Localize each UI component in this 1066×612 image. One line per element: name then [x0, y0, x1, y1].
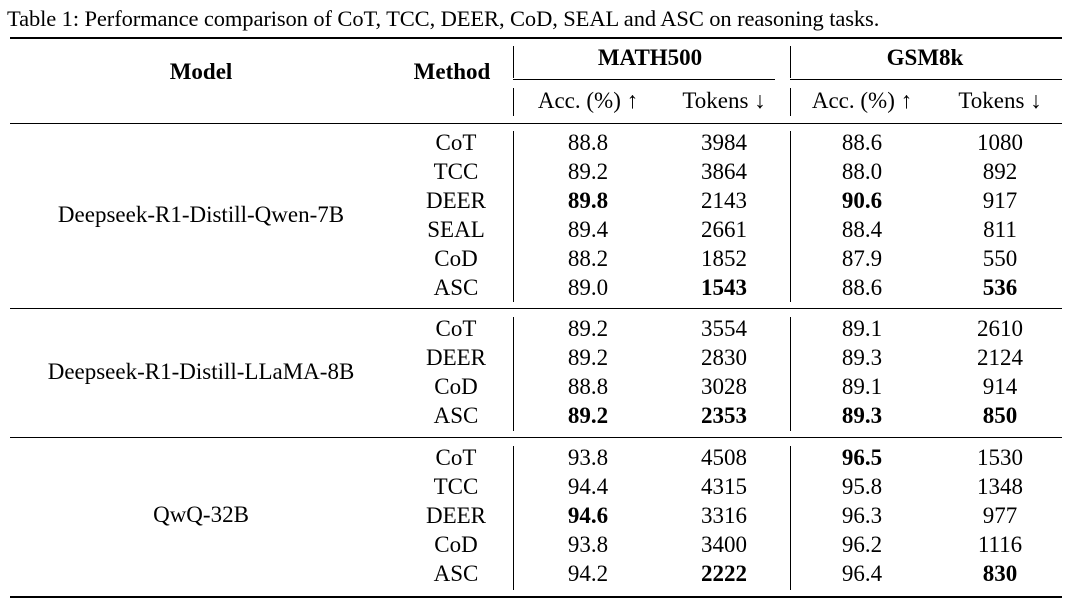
method-cell: ASC [433, 274, 479, 300]
method-cell: ASC [433, 560, 479, 586]
value-cell-gsm-acc: 88.4 [841, 216, 883, 242]
value-cell-math-acc: 89.2 [567, 158, 609, 184]
value-cell-gsm-tokens: 977 [982, 502, 1018, 528]
value-cell-gsm-acc: 88.6 [841, 130, 883, 155]
method-cell: SEAL [427, 216, 485, 242]
group3-vline-2 [790, 446, 791, 590]
value-cell-math-tokens: 3984 [701, 130, 747, 155]
group1-vline-2 [790, 131, 791, 302]
subheader-vline-2 [790, 88, 791, 116]
value-cell-math-tokens: 2830 [701, 344, 747, 370]
value-cell-math-tokens: 2661 [701, 216, 747, 242]
value-cell-gsm-acc: 96.5 [841, 445, 883, 470]
subheader-gsm-tokens: Tokens ↓ [958, 88, 1042, 113]
value-cell-math-tokens: 1543 [701, 274, 747, 300]
header-bottom-rule [10, 123, 1062, 124]
method-cell: DEER [425, 502, 487, 528]
value-cell-math-acc: 94.6 [567, 502, 609, 528]
method-cell: TCC [433, 473, 479, 499]
value-cell-math-acc: 89.2 [567, 402, 609, 428]
method-cell: CoD [434, 245, 478, 271]
method-cell: CoD [434, 373, 478, 399]
value-cell-math-tokens: 4508 [701, 445, 747, 470]
subheader-gsm-acc: Acc. (%) ↑ [811, 88, 913, 113]
subheader-vline-1 [513, 88, 514, 116]
value-cell-gsm-tokens: 1348 [977, 473, 1023, 499]
value-cell-gsm-tokens: 1116 [977, 531, 1023, 557]
value-cell-gsm-acc: 89.1 [841, 316, 883, 341]
cmidrule-math500 [513, 79, 775, 80]
value-cell-math-tokens: 4315 [701, 473, 747, 499]
header-model: Model [169, 59, 233, 84]
value-cell-gsm-acc: 89.1 [841, 373, 883, 399]
value-cell-gsm-acc: 90.6 [841, 187, 883, 213]
value-cell-gsm-acc: 88.6 [841, 274, 883, 300]
value-cell-math-tokens: 3028 [701, 373, 747, 399]
model-name: Deepseek-R1-Distill-LLaMA-8B [47, 358, 355, 384]
value-cell-gsm-tokens: 536 [982, 274, 1018, 300]
value-cell-gsm-tokens: 811 [983, 216, 1017, 242]
group2-vline-1 [513, 317, 514, 431]
group2-vline-2 [790, 317, 791, 431]
value-cell-gsm-acc: 88.0 [841, 158, 883, 184]
subheader-math-acc: Acc. (%) ↑ [537, 88, 639, 113]
value-cell-math-tokens: 3400 [701, 531, 747, 557]
value-cell-gsm-acc: 96.4 [841, 560, 883, 586]
method-cell: CoT [435, 316, 477, 341]
header-gsm8k: GSM8k [886, 45, 964, 70]
group2-rule [10, 437, 1062, 438]
group1-vline-1 [513, 131, 514, 302]
value-cell-math-acc: 94.4 [567, 473, 609, 499]
value-cell-gsm-acc: 96.2 [841, 531, 883, 557]
value-cell-math-tokens: 2143 [701, 187, 747, 213]
value-cell-math-tokens: 1852 [701, 245, 747, 271]
value-cell-math-tokens: 3864 [701, 158, 747, 184]
method-cell: TCC [433, 158, 479, 184]
value-cell-gsm-tokens: 1530 [977, 445, 1023, 470]
method-cell: DEER [425, 187, 487, 213]
value-cell-math-tokens: 2222 [701, 560, 747, 586]
value-cell-math-tokens: 3316 [701, 502, 747, 528]
value-cell-gsm-tokens: 2610 [977, 316, 1023, 341]
value-cell-math-acc: 94.2 [567, 560, 609, 586]
value-cell-gsm-tokens: 850 [982, 402, 1018, 428]
method-cell: CoT [435, 445, 477, 470]
header-method: Method [413, 59, 491, 84]
value-cell-math-acc: 89.2 [567, 316, 609, 341]
value-cell-gsm-acc: 96.3 [841, 502, 883, 528]
value-cell-gsm-tokens: 550 [982, 245, 1018, 271]
group1-rule [10, 308, 1062, 309]
header-vline-2 [790, 46, 791, 78]
value-cell-gsm-tokens: 1080 [977, 130, 1023, 155]
value-cell-math-acc: 89.4 [567, 216, 609, 242]
value-cell-math-acc: 88.8 [567, 130, 609, 155]
value-cell-gsm-acc: 95.8 [841, 473, 883, 499]
method-cell: DEER [425, 344, 487, 370]
value-cell-gsm-acc: 89.3 [841, 344, 883, 370]
method-cell: CoT [435, 130, 477, 155]
value-cell-gsm-tokens: 917 [982, 187, 1018, 213]
value-cell-math-acc: 88.8 [567, 373, 609, 399]
value-cell-gsm-tokens: 830 [982, 560, 1018, 586]
top-rule [10, 37, 1062, 39]
bottom-rule [10, 596, 1062, 598]
value-cell-math-acc: 88.2 [567, 245, 609, 271]
group3-vline-1 [513, 446, 514, 590]
value-cell-math-acc: 89.0 [567, 274, 609, 300]
value-cell-gsm-acc: 87.9 [841, 245, 883, 271]
value-cell-gsm-tokens: 2124 [977, 344, 1023, 370]
value-cell-math-tokens: 2353 [701, 402, 747, 428]
value-cell-gsm-tokens: 892 [982, 158, 1018, 184]
value-cell-gsm-tokens: 914 [982, 373, 1018, 399]
model-name: QwQ-32B [153, 502, 249, 528]
value-cell-math-acc: 93.8 [567, 445, 609, 470]
subheader-math-tokens: Tokens ↓ [682, 88, 766, 113]
value-cell-math-tokens: 3554 [701, 316, 747, 341]
header-math500: MATH500 [597, 45, 703, 70]
cmidrule-gsm8k [790, 79, 1062, 80]
value-cell-math-acc: 89.8 [567, 187, 609, 213]
value-cell-math-acc: 93.8 [567, 531, 609, 557]
value-cell-math-acc: 89.2 [567, 344, 609, 370]
model-name: Deepseek-R1-Distill-Qwen-7B [57, 201, 345, 227]
method-cell: CoD [434, 531, 478, 557]
method-cell: ASC [433, 402, 479, 428]
value-cell-gsm-acc: 89.3 [841, 402, 883, 428]
header-vline-1 [513, 46, 514, 78]
table-caption: Table 1: Performance comparison of CoT, TCC, DEER, CoD, SEAL and ASC on reasoning tasks. [7, 6, 880, 31]
